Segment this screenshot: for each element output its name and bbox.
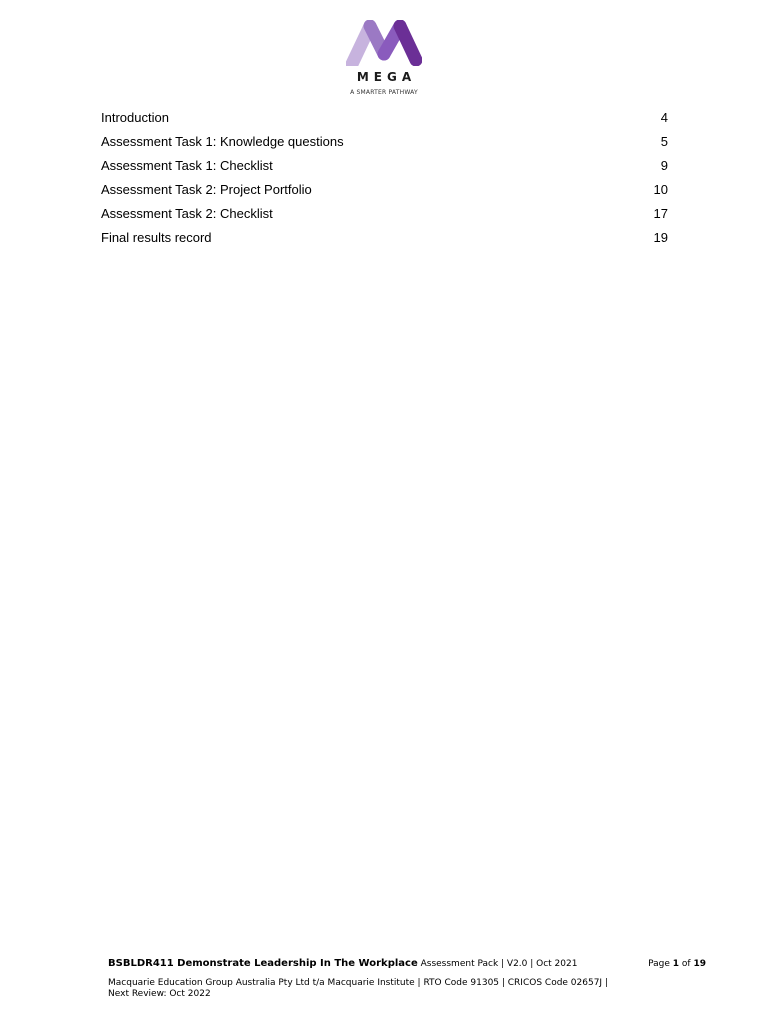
footer-page-label: Page	[648, 959, 670, 969]
toc-entry[interactable]	[101, 108, 668, 132]
footer-review-line: Next Review: Oct 2022	[108, 989, 211, 999]
toc-entry-title: Assessment Task 2: Project Portfolio	[101, 182, 312, 197]
toc-entry-title: Final results record	[101, 230, 212, 245]
toc-entry-page: 10	[653, 182, 668, 197]
toc-entry-page: 19	[653, 230, 668, 245]
footer-page-of: of	[681, 959, 691, 969]
footer-document-title	[108, 958, 577, 969]
mega-logo	[338, 18, 430, 98]
toc-entry[interactable]	[101, 228, 668, 252]
toc-entry-title: Assessment Task 1: Knowledge questions	[101, 134, 344, 149]
page-footer	[108, 958, 706, 1000]
toc-entry-title: Assessment Task 1: Checklist	[101, 158, 273, 173]
footer-page-current: 1	[672, 959, 680, 969]
footer-legal-text	[108, 978, 618, 1000]
toc-entry-page: 5	[660, 134, 668, 149]
toc-entry-title: Assessment Task 2: Checklist	[101, 206, 273, 221]
logo-wordmark: MEGA	[356, 70, 417, 84]
toc-entry[interactable]	[101, 132, 668, 156]
toc-entry-page: 9	[660, 158, 668, 173]
footer-legal-line: Macquarie Education Group Australia Pty Ltd t/a Macquarie Institute | RTO Code 91305 | CRICOS Code 02657J |	[108, 978, 608, 988]
logo-tagline: A SMARTER PATHWAY	[350, 89, 418, 96]
mega-logo-mark-icon	[346, 20, 422, 66]
toc-entry-page: 4	[660, 110, 668, 125]
footer-unit-title: BSBLDR411 Demonstrate Leadership In The Workplace	[108, 958, 418, 969]
footer-page-total: 19	[693, 959, 706, 969]
toc-entry-title: Introduction	[101, 110, 169, 125]
table-of-contents	[101, 108, 668, 252]
footer-page-number	[648, 959, 706, 969]
toc-entry-page: 17	[653, 206, 668, 221]
toc-entry[interactable]	[101, 156, 668, 180]
toc-entry[interactable]	[101, 204, 668, 228]
toc-entry[interactable]	[101, 180, 668, 204]
footer-doc-info: Assessment Pack | V2.0 | Oct 2021	[420, 959, 578, 969]
